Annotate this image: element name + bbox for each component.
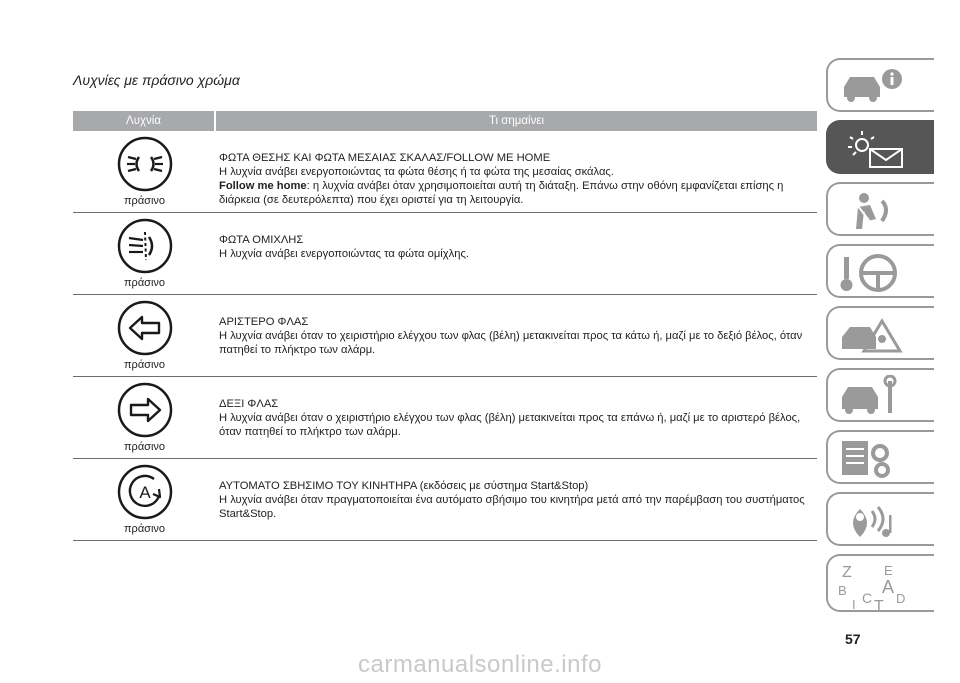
header-lamp: Λυχνία bbox=[126, 115, 161, 127]
alphabetical-index-icon bbox=[838, 561, 918, 611]
safety-seatbelt-airbag-icon bbox=[838, 189, 908, 233]
lamp-title: ΔΕΞΙ ΦΛΑΣ bbox=[219, 398, 279, 410]
emergency-accident-icon bbox=[838, 313, 908, 357]
lamp-description: Η λυχνία ανάβει όταν ο χειριστήριο ελέγχου των φλας (βέλη) μετακινείται προς τα επάνω ή, μαζί με το αριστερό βέλος, όταν πατηθεί το πλήκτρο των αλάρμ. bbox=[219, 412, 801, 438]
table-row bbox=[73, 459, 817, 541]
lamp-description: Η λυχνία ανάβει όταν πραγματοποιείται ένα αυτόματο σβήσιμο του κινητήρα μετά από την παρέμβαση του συστήματος Start&Stop. bbox=[219, 494, 805, 520]
lamp-description: Η λυχνία ανάβει όταν το χειριστήριο ελέγχου των φλας (βέλη) μετακινείται προς τα κάτω ή, μαζί με το δεξιό βέλος, όταν πατηθεί το πλήκτρο των αλάρμ. bbox=[219, 330, 803, 356]
header-meaning: Τι σημαίνει bbox=[488, 115, 545, 127]
lamp-color: πράσινο bbox=[123, 195, 166, 207]
page-number: 57 bbox=[845, 631, 861, 647]
svg-text:D: D bbox=[896, 591, 906, 606]
lamp-cell bbox=[73, 377, 216, 458]
svg-text:I: I bbox=[852, 597, 856, 611]
tab-multimedia[interactable] bbox=[826, 492, 934, 546]
warning-light-message-icon bbox=[838, 127, 908, 171]
section-title: Λυχνίες με πράσινο χρώμα bbox=[73, 72, 240, 88]
lamp-description-2: Follow me home: η λυχνία ανάβει όταν χρησιμοποιείται αυτή τη διάταξη. Επάνω στην οθόνη εμφανίζεται επίσης η διάρκεια (σε δευτερόλεπτα) που έχει οριστεί για τη λειτουργία. bbox=[219, 180, 784, 206]
tab-warning-lights[interactable] bbox=[826, 120, 934, 174]
table-row bbox=[73, 377, 817, 459]
meaning-cell bbox=[216, 213, 817, 294]
meaning-cell bbox=[216, 377, 817, 458]
tab-technical-data[interactable] bbox=[826, 430, 934, 484]
lamp-title: ΦΩΤΑ ΟΜΙΧΛΗΣ bbox=[219, 234, 304, 246]
position-lights-icon bbox=[116, 135, 174, 193]
lamp-color: πράσινο bbox=[123, 359, 166, 371]
lamp-color: πράσινο bbox=[123, 523, 166, 535]
lamp-title: ΑΥΤΟΜΑΤΟ ΣΒΗΣΙΜΟ ΤΟΥ ΚΙΝΗΤΗΡΑ (εκδόσεις με σύστημα Start&Stop) bbox=[219, 480, 589, 492]
fog-lights-icon bbox=[116, 217, 174, 275]
svg-text:C: C bbox=[862, 590, 873, 606]
bold-term: Follow me home bbox=[219, 180, 307, 192]
start-stop-letter: A bbox=[138, 483, 151, 502]
technical-data-icon bbox=[838, 437, 908, 481]
table-row bbox=[73, 213, 817, 295]
start-stop-icon bbox=[116, 463, 174, 521]
tab-maintenance[interactable] bbox=[826, 368, 934, 422]
table-row bbox=[73, 131, 817, 213]
car-maintenance-icon bbox=[838, 375, 908, 419]
lamp-title: ΦΩΤΑ ΘΕΣΗΣ ΚΑΙ ΦΩΤΑ ΜΕΣΑΙΑΣ ΣΚΑΛΑΣ/FOLLOW ME HOME bbox=[219, 152, 551, 164]
right-arrow-icon bbox=[116, 381, 174, 439]
tab-car-info[interactable] bbox=[826, 58, 934, 112]
svg-text:A: A bbox=[882, 577, 895, 597]
lamp-cell bbox=[73, 459, 216, 540]
lamp-description: Η λυχνία ανάβει ενεργοποιώντας τα φώτα ομίχλης. bbox=[219, 248, 469, 260]
lamp-color: πράσινο bbox=[123, 277, 166, 289]
lamp-description: Η λυχνία ανάβει ενεργοποιώντας τα φώτα θέσης ή τα φώτα της μεσαίας σκάλας. bbox=[219, 166, 614, 178]
lamp-cell bbox=[73, 131, 216, 212]
tab-safety[interactable] bbox=[826, 182, 934, 236]
lamp-cell bbox=[73, 213, 216, 294]
svg-text:T: T bbox=[874, 598, 884, 611]
tab-index[interactable] bbox=[826, 554, 934, 612]
watermark: carmanualsonline.info bbox=[358, 651, 602, 678]
warning-lights-table bbox=[73, 111, 817, 541]
svg-text:Z: Z bbox=[842, 564, 852, 581]
table-row bbox=[73, 295, 817, 377]
lamp-color: πράσινο bbox=[123, 441, 166, 453]
lamp-cell bbox=[73, 295, 216, 376]
tab-starting-driving[interactable] bbox=[826, 244, 934, 298]
svg-text:B: B bbox=[838, 583, 847, 598]
lamp-title: ΑΡΙΣΤΕΡΟ ΦΛΑΣ bbox=[219, 316, 309, 328]
meaning-cell bbox=[216, 131, 817, 212]
key-steering-wheel-icon bbox=[838, 251, 908, 295]
meaning-cell bbox=[216, 459, 817, 540]
tab-emergency[interactable] bbox=[826, 306, 934, 360]
car-info-icon bbox=[838, 65, 908, 109]
left-arrow-icon bbox=[116, 299, 174, 357]
meaning-cell bbox=[216, 295, 817, 376]
table-header bbox=[73, 111, 817, 131]
multimedia-icon bbox=[838, 499, 908, 543]
svg-text:E: E bbox=[884, 563, 893, 578]
